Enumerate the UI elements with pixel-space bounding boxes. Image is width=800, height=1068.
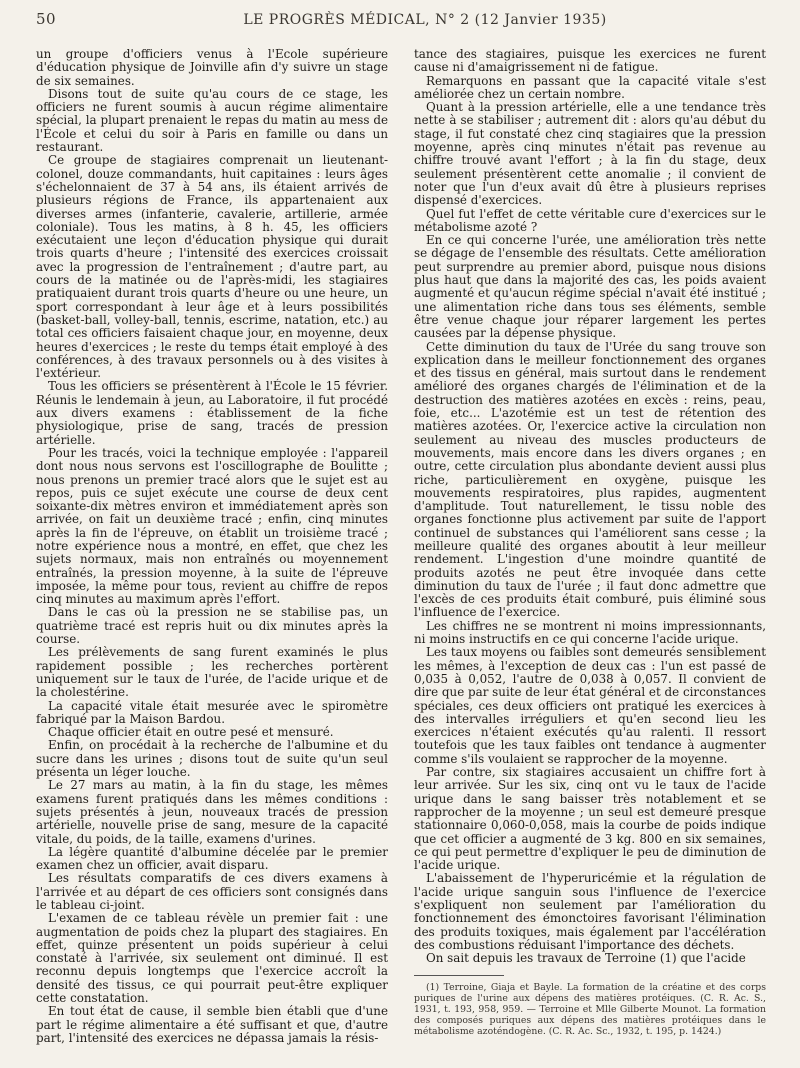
paragraph: Les taux moyens ou faibles sont demeurés sensiblement les mêmes, à l'exception de deux cas : l'un est passé de 0,035 à 0,052, l'autre de 0,038 à 0,057. Il convient de dire que par suite de leur état général et de circonstances spéciales, ces deux officiers ont pratiqué les exercices à des intervalles irréguliers et qu'en second lieu les exercices n'étaient exécutés qu'au ralenti. Il ressort toutefois que les taux faibles ont tendance à augmenter comme s'ils voulaient se rapprocher de la moyenne. — [414, 645, 766, 766]
paragraph: En ce qui concerne l'urée, une amélioration très nette se dégage de l'ensemble des résultats. Cette amélioration peut surprendre au premier abord, puisque nous disions plus haut que dans la majorité des cas, les poids avaient augmenté et qu'aucun régime spécial n'avait été institué ; une alimentation riche dans tous ses éléments, semble être venue chaque jour réparer largement les pertes causées par la dépense physique. — [414, 233, 766, 341]
paragraph: Quel fut l'effet de cette véritable cure d'exercices sur le métabolisme azoté ? — [414, 206, 766, 234]
paragraph: tance des stagiaires, puisque les exercices ne furent cause ni d'amaigrissement ni de fatigue. — [414, 48, 766, 75]
footnote-rule — [414, 975, 504, 976]
paragraph: Disons tout de suite qu'au cours de ce stage, les officiers ne furent soumis à aucun régime alimentaire spécial, la plupart prenaient le repas du matin au mess de l'École et celui du soir à Paris en famille ou dans un restaurant. — [36, 86, 388, 155]
journal-issue-title: LE PROGRÈS MÉDICAL, N° 2 (12 Janvier 1935) — [243, 12, 607, 28]
paragraph: Pour les tracés, voici la technique employée : l'appareil dont nous nous servons est l'oscillographe de Boulitte ; nous prenons un premier tracé alors que le sujet est au repos, puis ce sujet exécute une course de deux cent soixante-dix mètres environ et immédiatement après son arrivée, on fait un deuxième tracé ; enfin, cinq minutes après la fin de l'épreuve, on établit un troisième tracé ; notre expérience nous a montré, en effet, que chez les sujets normaux, mais non entraînés ou moyennement entraînés, la pression moyenne, à la suite de l'épreuve imposée, la même pour tous, revient au chiffre de repos cinq minutes au maximum après l'effort. — [36, 445, 388, 607]
paragraph: L'abaissement de l'hyperuricémie et la régulation de l'acide urique sanguin sous l'influence de l'exercice s'expliquent non seulement par l'amélioration du fonctionnement des émonctoires favorisant l'élimination des produits toxiques, mais également par l'accélération des combustions réduisant l'importance des déchets. — [414, 871, 766, 952]
paragraph: Dans le cas où la pression ne se stabilise pas, un quatrième tracé est repris huit ou dix minutes après la course. — [36, 605, 388, 647]
paragraph: Enfin, on procédait à la recherche de l'albumine et du sucre dans les urines ; disons tout de suite qu'un seul présenta un léger louche. — [36, 738, 388, 780]
paragraph: Tous les officiers se présentèrent à l'École le 15 février. Réunis le lendemain à jeun, au Laboratoire, il fut procédé aux divers examens : établissement de la fiche physiologique, prise de sang, tracés de pression artérielle. — [36, 379, 388, 447]
paragraph: Les résultats comparatifs de ces divers examens à l'arrivée et au départ de ces officiers sont consignés dans le tableau ci-joint. — [36, 871, 388, 912]
paragraph: un groupe d'officiers venus à l'École supérieure d'éducation physique de Joinville afin d'y suivre un stage de six semaines. — [36, 48, 388, 88]
paragraph: On sait depuis les travaux de Terroine (1) que l'acide — [426, 951, 746, 966]
running-head — [36, 10, 764, 36]
paragraph: Le 27 mars au matin, à la fin du stage, les mêmes examens furent pratiqués dans les mêmes conditions : sujets présentés à jeun, nouveaux tracés de pression artérielle, nouvelle prise de sang, mesure de la capacité vitale, du poids, de la taille, examens d'urines. — [36, 778, 388, 846]
footnote: (1) Terroine, Giaja et Bayle. La formation de la créatine et des corps puriques de l'urine aux dépens des matières protéiques. (C. R. Ac. S., 1931, t. 193, 958, 959. — Terroine et Mlle Gilberte Mounot. La formation des composés puriques aux dépens des matières protéiques dans le métabolisme azoténdogène. (C. R. Ac. Sc., 1932, t. 195, p. 1424.) — [414, 982, 766, 1038]
right-column — [414, 48, 766, 1056]
paragraph: La légère quantité d'albumine décelée par le premier examen chez un officier, avait disparu. — [36, 844, 388, 873]
paragraph: Ce groupe de stagiaires comprenait un lieutenant-colonel, douze commandants, huit capitaines : leurs âges s'échelonnaient de 37 à 54 ans, ils étaient arrivés de plusieurs régions de France, ils appartenaient aux diverses armes (infanterie, cavalerie, artillerie, armée coloniale). Tous les matins, à 8 h. 45, les officiers exécutaient une leçon d'éducation physique qui durait trois quarts d'heure ; l'intensité des exercices croissait avec la progression de l'entraînement ; d'autre part, au cours de la matinée ou de l'après-midi, les stagiaires pratiquaient durant trois quarts d'heure ou une heure, un sport correspondant à leur âge et à leurs possibilités (basket-ball, volley-ball, tennis, escrime, natation, etc.) au total ces officiers faisaient chaque jour, en moyenne, deux heures d'exercices ; le reste du temps était employé à des conférences, à des travaux personnels ou à des visites à l'extérieur. — [36, 153, 388, 381]
left-column — [36, 48, 388, 1056]
paragraph: Les prélèvements de sang furent examinés le plus rapidement possible ; les recherches portèrent uniquement sur le taux de l'urée, de l'acide urique et de la cholestérine. — [36, 645, 388, 700]
paragraph: Chaque officier était en outre pesé et mensuré. — [48, 725, 334, 740]
paragraph: Cette diminution du taux de l'Urée du sang trouve son explication dans le meilleur fonctionnement des organes et des tissus en général, mais surtout dans le rendement amélioré des organes chargés de l'élimination et de la destruction des matières azotées en excès : reins, peau, foie, etc... L'azotémie est un test de rétention des matières azotées. Or, l'exercice active la circulation non seulement au niveau des muscles producteurs de mouvements, mais encore dans les divers organes ; en outre, cette circulation plus abondante devient aussi plus riche, particulièrement en oxygène, puisque les mouvements respiratoires, plus rapides, augmentent d'amplitude. Tout naturellement, le tissu noble des organes fonctionne plus activement par suite de l'apport continuel de substances qui l'améliorent sans cesse ; la meilleure qualité des organes aboutit à leur meilleur rendement. L'ingestion d'une moindre quantité de produits azotés ne peut être invoquée dans cette diminution du taux de l'urée ; il faut donc admettre que l'excès de ces produits était comburé, puis éliminé sous l'influence de l'exercice. — [414, 339, 766, 620]
paragraph: Par contre, six stagiaires accusaient un chiffre fort à leur arrivée. Sur les six, cinq ont vu le taux de l'acide urique dans le sang baisser très notablement et se rapprocher de la moyenne ; un seul est demeuré presque stationnaire 0,060-0,058, mais la courbe de poids indique que cet officier a augmenté de 3 kg. 800 en six semaines, ce qui peut permettre d'expliquer le peu de diminution de l'acide urique. — [414, 765, 766, 873]
paragraph: La capacité vitale était mesurée avec le spiromètre fabriqué par la Maison Bardou. — [36, 698, 388, 726]
paragraph: L'examen de ce tableau révèle un premier fait : une augmentation de poids chez la plupart des stagiaires. En effet, quinze présentent un poids supérieur à celui constaté à l'arrivée, six seulement ont diminué. Il est reconnu depuis longtemps que l'exercice accroît la densité des tissus, ce qui pourrait peut-être expliquer cette constatation. — [36, 911, 388, 1006]
paragraph: En tout état de cause, il semble bien établi que d'une part le régime alimentaire a été suffisant et que, d'autre part, l'intensité des exercices ne dépassa jamais la résis- — [36, 1004, 388, 1045]
paragraph: Remarquons en passant que la capacité vitale s'est améliorée chez un certain nombre. — [414, 73, 766, 101]
page-number: 50 — [36, 10, 57, 28]
two-column-body — [36, 48, 766, 1056]
paragraph: Quant à la pression artérielle, elle a une tendance très nette à se stabiliser ; autrement dit : alors qu'au début du stage, il fut constaté chez cinq stagiaires que la pression moyenne, après cinq minutes n'était pas revenue au chiffre trouvé avant l'effort ; à la fin du stage, deux seulement présentèrent cette anomalie ; il convient de noter que l'un d'eux avait dû être à plusieurs reprises dispensé d'exercices. — [414, 100, 766, 208]
paragraph: Les chiffres ne se montrent ni moins impressionnants, ni moins instructifs en ce qui concerne l'acide urique. — [414, 618, 766, 647]
